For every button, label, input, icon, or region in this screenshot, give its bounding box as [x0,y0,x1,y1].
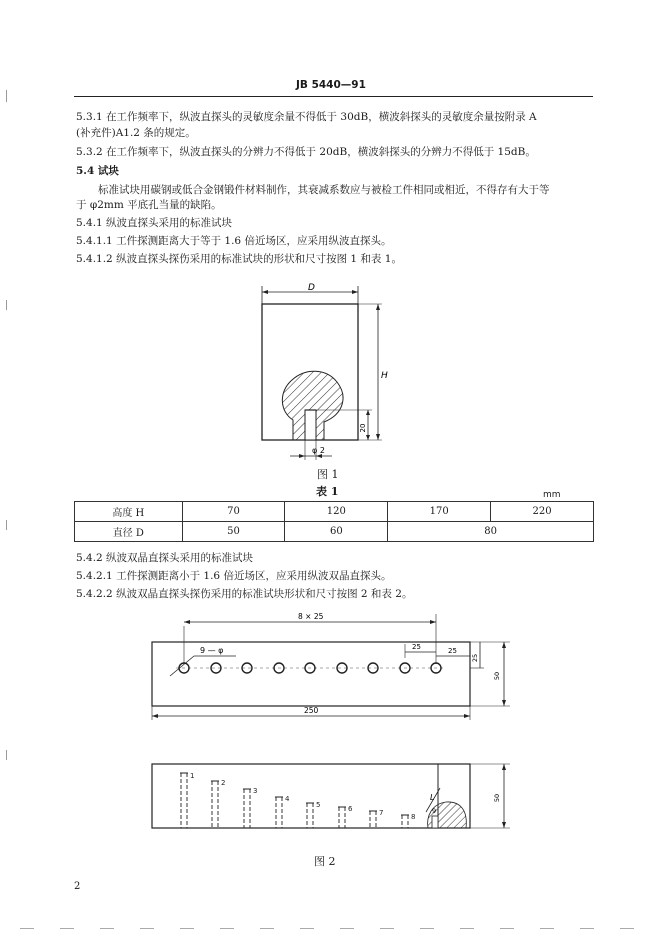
left-edge-mark [6,300,7,310]
figure-1-caption: 图 1 [317,468,339,481]
label-25a: 25 [412,643,421,651]
table-row [75,522,594,542]
hole-number: 1 [190,772,195,780]
section-5-4-1: 5.4.1 纵波直探头采用的标准试块 [76,217,233,229]
table-1-unit: mm [543,490,561,500]
para-5-3-1-line2: (补充件)A1.2 条的规定。 [76,127,196,139]
para-5-3-2: 5.3.2 在工作频率下，纵波直探头的分辨力不得低于 20dB，横波斜探头的分辨力不得低于 15dB。 [76,146,536,158]
para-5-4-line2: 于 φ2mm 平底孔当量的缺陷。 [76,199,222,211]
para-5-4-2-1: 5.4.2.1 工件探测距离小于 1.6 倍近场区，应采用纵波双晶直探头。 [76,570,392,582]
page-number: 2 [74,881,81,892]
label-250: 250 [304,706,319,715]
table-cell: 50 [182,522,285,542]
table-row-label: 直径 D [75,522,183,542]
hole-number: 4 [285,795,290,803]
label-9phi: 9 — φ [200,646,224,655]
top-view-holes [176,663,444,673]
para-5-4-1-2: 5.4.1.2 纵波直探头探伤采用的标准试块的形状和尺寸按图 1 和表 1。 [76,253,402,265]
table-cell: 70 [182,502,285,522]
label-9: 9 [432,807,437,815]
left-edge-mark [6,90,7,102]
section-5-4-title: 5.4 试块 [76,165,119,177]
figure-2-caption: 图 2 [314,855,336,868]
side-view-block [152,764,470,828]
label-25b: 25 [448,647,457,655]
label-d: D [308,283,315,293]
label-50b: 50 [493,793,501,803]
hole-number: 6 [348,805,353,813]
table-cell: 60 [285,522,388,542]
table-cell: 170 [388,502,491,522]
flat-bottom-hole [305,410,316,440]
table-cell: 80 [388,522,594,542]
hole-number: 3 [253,787,258,795]
bottom-edge-mark [20,928,640,929]
header-rule [74,96,593,97]
label-20: 20 [359,423,367,433]
hole-number: 2 [221,779,226,787]
table-cell: 120 [285,502,388,522]
label-50a: 50 [493,671,501,681]
table-row [75,502,594,522]
label-25c: 25 [471,653,479,663]
figure-2-drawing [140,604,520,846]
left-edge-mark [6,750,7,760]
section-5-4-2: 5.4.2 纵波双晶直探头采用的标准试块 [76,552,254,564]
para-5-3-1-line1: 5.3.1 在工作频率下，纵波直探头的灵敏度余量不得低于 30dB，横波斜探头的灵敏度余量按附录 A [76,111,537,123]
hole-number: 7 [379,809,384,817]
para-5-4-2-2: 5.4.2.2 纵波双晶直探头探伤采用的标准试块形状和尺寸按图 2 和表 2。 [76,588,413,600]
table-row-label: 高度 H [75,502,183,522]
label-l: L [430,793,435,802]
figure-1-drawing [250,282,420,468]
label-8x25: 8 × 25 [298,612,324,621]
para-5-4-1-1: 5.4.1.1 工件探测距离大于等于 1.6 倍近场区，应采用纵波直探头。 [76,235,392,247]
table-cell: 220 [491,502,594,522]
label-h: H [381,371,388,381]
para-5-4-line1: 标准试块用碳钢或低合金钢锻件材料制作，其衰减系数应与被检工件相同或相近，不得存有大于等 [98,184,550,196]
document-code: JB 5440—91 [296,79,366,91]
left-edge-mark [6,520,7,530]
table-1 [74,501,594,542]
hole-number: 5 [316,801,321,809]
table-1-caption: 表 1 [316,485,339,498]
hole-number: 8 [411,813,416,821]
label-phi2: φ 2 [312,446,325,455]
